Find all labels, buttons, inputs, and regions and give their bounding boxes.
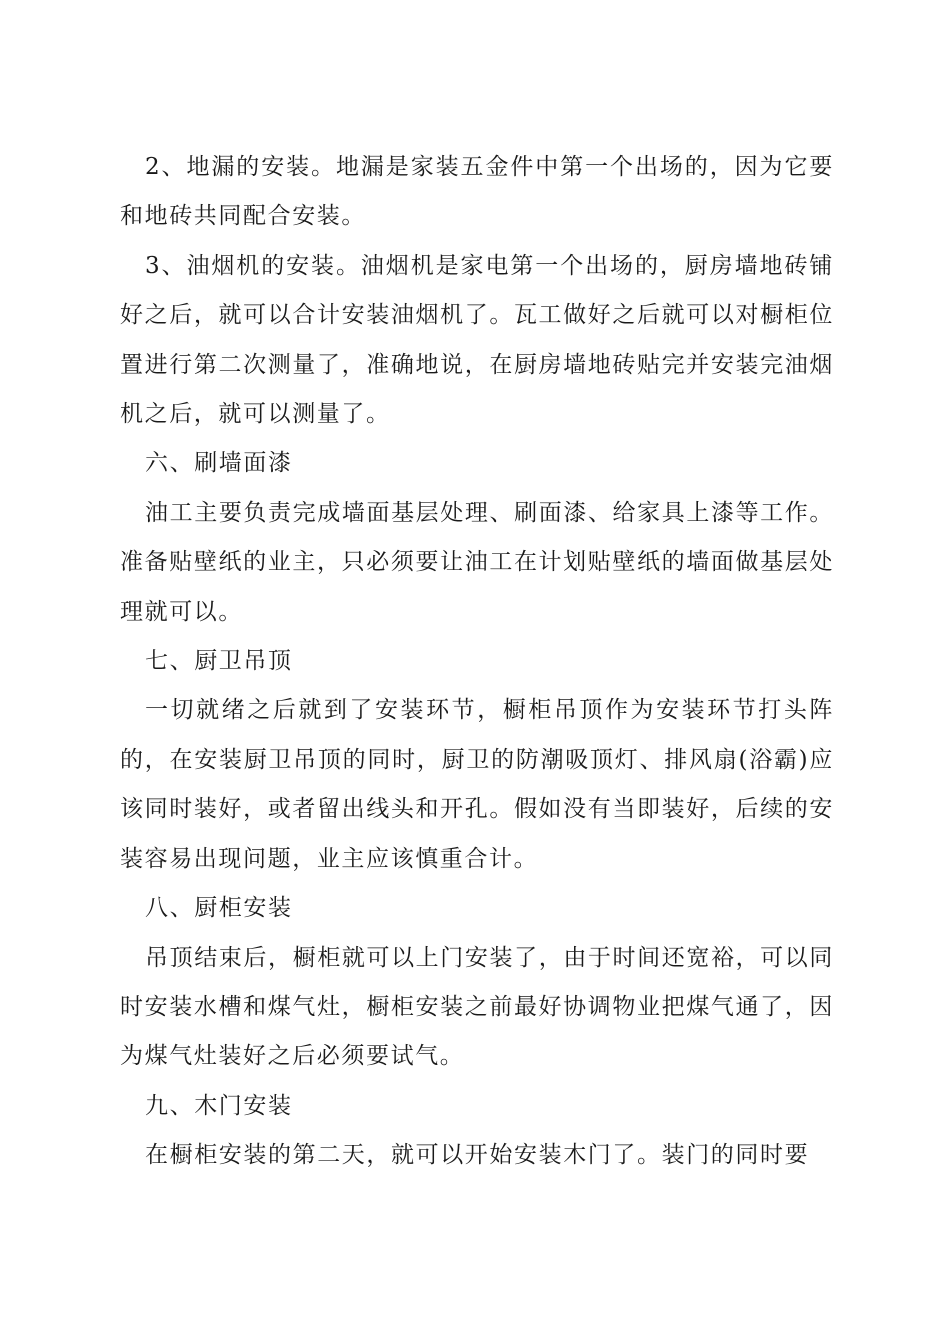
heading-ceiling: 七、厨卫吊顶 xyxy=(145,648,293,675)
para-wall-paint: 油工主要负责完成墙面基层处理、刷面漆、给家具上漆等工作。准备贴壁纸的业主，只必须要让油工在计划贴壁纸的墙面做基层处理就可以。 xyxy=(120,499,834,625)
para-range-hood: 3、油烟机的安装。油烟机是家电第一个出场的，厨房墙地砖铺好之后，就可以合计安装油烟机了。瓦工做好之后就可以对橱柜位置进行第二次测量了，准确地说，在厨房墙地砖贴完并安装完油烟机之后，就可以测量了。 xyxy=(120,252,834,428)
para-ceiling: 一切就绪之后就到了安装环节，橱柜吊顶作为安装环节打头阵的，在安装厨卫吊顶的同时，厨卫的防潮吸顶灯、排风扇(浴霸)应该同时装好，或者留出线头和开孔。假如没有当即装好，后续的安装容易出现问题，业主应该慎重合计。 xyxy=(120,697,834,872)
para-wood-door: 在橱柜安装的第二天，就可以开始安装木门了。装门的同时要 xyxy=(145,1142,810,1169)
document-body xyxy=(120,143,834,1181)
heading-wall-paint: 六、刷墙面漆 xyxy=(145,450,293,477)
para-cabinet: 吊顶结束后，橱柜就可以上门安装了，由于时间还宽裕，可以同时安装水槽和煤气灶，橱柜安装之前最好协调物业把煤气通了，因为煤气灶装好之后必须要试气。 xyxy=(120,944,834,1070)
heading-cabinet: 八、厨柜安装 xyxy=(145,895,293,922)
para-floor-drain: 2、地漏的安装。地漏是家装五金件中第一个出场的，因为它要和地砖共同配合安装。 xyxy=(120,154,834,230)
heading-wood-door: 九、木门安装 xyxy=(145,1092,293,1119)
